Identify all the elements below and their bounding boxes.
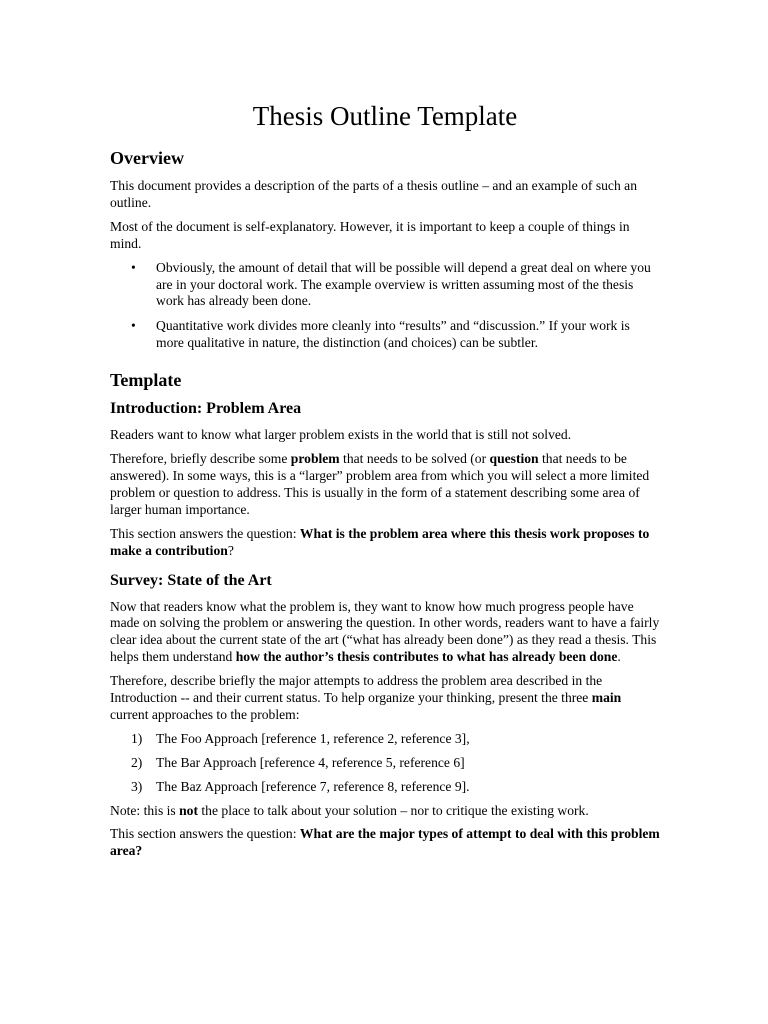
bullet-text: Quantitative work divides more cleanly into “results” and “discussion.” If your work is more qualitative in nature, the distinction (and choices) can be subtler.	[156, 318, 630, 351]
introduction-paragraph-3	[110, 526, 660, 560]
text-run: ?	[227, 542, 234, 558]
survey-paragraph-3	[110, 826, 660, 860]
introduction-paragraph-2	[110, 451, 660, 519]
list-item	[110, 779, 660, 796]
text-run: Now that readers know what the problem is, they want to know how much progress people have made on solving the problem or answering the question. In other words, readers want to have a fairly clear idea about the current state of the art (“what has already been done”) as they read a thesis. This helps them understand	[110, 598, 660, 665]
list-text: The Bar Approach [reference 4, reference 5, reference 6]	[156, 754, 465, 770]
emphasis-contribution: how the author’s thesis contributes to what has already been done	[235, 649, 618, 665]
text-run: that needs to be solved (or	[339, 451, 490, 467]
bullet-text: Obviously, the amount of detail that will be possible will depend a great deal on where you are in your doctoral work. The example overview is written assuming most of the thesis work has already been done.	[156, 259, 651, 309]
emphasis-question-text: What is the problem area where this thesis work proposes to make a contribution	[110, 525, 650, 558]
overview-paragraph-2: Most of the document is self-explanatory. However, it is important to keep a couple of things in mind.	[110, 218, 630, 251]
emphasis-question-text: What are the major types of attempt to deal with this problem area?	[110, 826, 660, 859]
survey-subsection	[110, 572, 660, 861]
approaches-list	[110, 731, 660, 796]
list-item	[110, 755, 660, 772]
text-run: Therefore, briefly describe some	[110, 451, 291, 467]
overview-section	[110, 148, 660, 352]
emphasis-not: not	[179, 802, 198, 818]
introduction-heading: Introduction: Problem Area	[110, 400, 302, 418]
text-run: that needs to be answered). In some ways, this is a “larger” problem area from which you will select a more limited problem or question to address. This is usually in the form of a statement describing some area of larger human importance.	[110, 451, 650, 517]
list-text: The Baz Approach [reference 7, reference 8, reference 9].	[156, 778, 470, 794]
list-text: The Foo Approach [reference 1, reference 2, reference 3],	[156, 730, 470, 746]
overview-paragraph-1: This document provides a description of the parts of a thesis outline – and an example of such an outline.	[110, 178, 637, 210]
survey-paragraph-2	[110, 673, 660, 724]
list-item	[110, 318, 660, 352]
document-title: Thesis Outline Template	[252, 101, 518, 131]
list-item	[110, 731, 660, 748]
survey-heading: Survey: State of the Art	[110, 571, 272, 589]
document-page	[110, 100, 660, 867]
list-number: 2)	[131, 754, 143, 770]
text-run: This section answers the question:	[110, 826, 300, 842]
text-run: This section answers the question:	[110, 525, 300, 541]
overview-heading: Overview	[110, 148, 184, 168]
introduction-paragraph-1: Readers want to know what larger problem exists in the world that is still not solved.	[110, 427, 572, 443]
bullet-icon: •	[131, 259, 136, 275]
text-run: Note: this is	[110, 802, 180, 818]
text-run: the place to talk about your solution – nor to critique the existing work.	[198, 802, 589, 818]
bullet-icon: •	[131, 318, 136, 334]
survey-note	[110, 803, 660, 820]
list-number: 3)	[131, 778, 143, 794]
template-heading: Template	[110, 370, 182, 391]
text-run: current approaches to the problem:	[110, 706, 300, 722]
emphasis-problem: problem	[290, 451, 340, 467]
introduction-subsection	[110, 400, 660, 559]
emphasis-main: main	[591, 690, 622, 706]
overview-bullet-list	[110, 260, 660, 353]
text-run: .	[617, 649, 621, 665]
template-section	[110, 370, 660, 860]
emphasis-question: question	[489, 451, 539, 467]
list-item	[110, 260, 660, 311]
text-run: Therefore, describe briefly the major attempts to address the problem area described in the Introduction -- and their current status. To help organize your thinking, present the three	[110, 673, 603, 706]
list-number: 1)	[131, 730, 143, 746]
survey-paragraph-1	[110, 599, 660, 667]
